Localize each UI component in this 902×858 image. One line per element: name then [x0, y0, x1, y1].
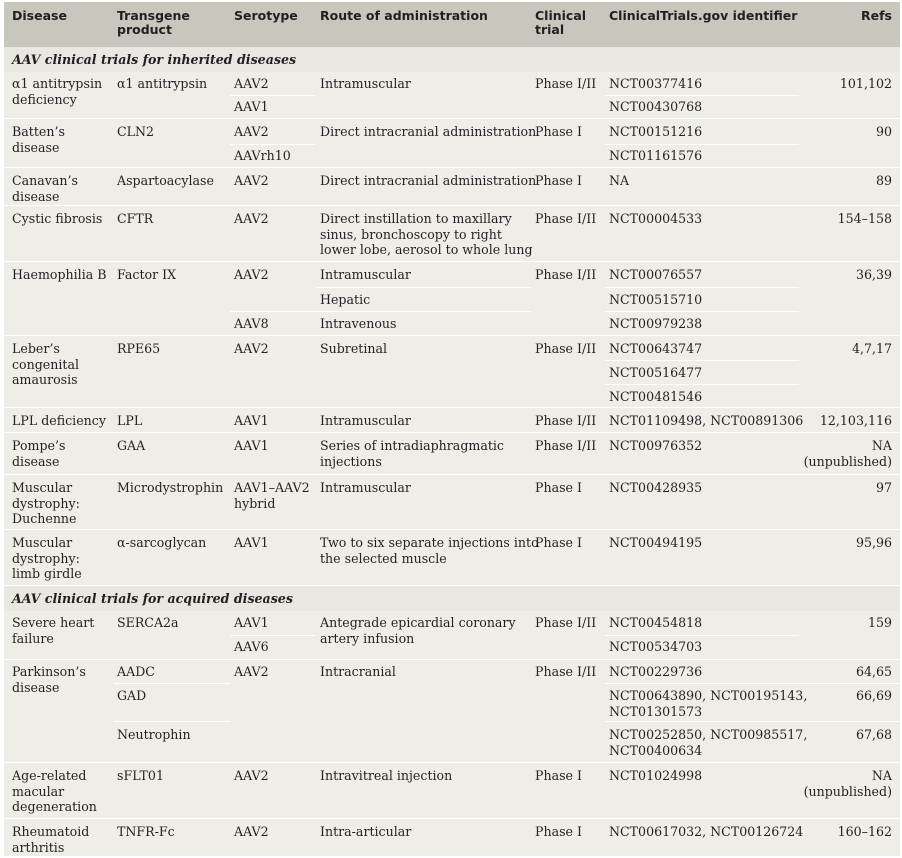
cell-identifier: NCT00377416 — [609, 76, 703, 91]
cell-serotype: AAV2 — [234, 824, 269, 839]
cell-disease: LPL deficiency — [12, 413, 106, 428]
sub-row-divider — [605, 721, 900, 722]
cell-serotype: AAV1 — [234, 615, 269, 630]
cell-trial: Phase I — [535, 173, 582, 188]
sub-row-divider — [605, 311, 799, 312]
section-title-acquired: AAV clinical trials for acquired diseases — [12, 591, 293, 606]
cell-transgene: GAD — [117, 688, 147, 703]
cell-route: Intravitreal injection — [320, 768, 453, 783]
cell-refs: 97 — [875, 480, 892, 495]
cell-refs: 160–162 — [837, 824, 892, 839]
cell-trial: Phase I — [535, 535, 582, 550]
header-identifier: ClinicalTrials.gov identifier — [609, 8, 798, 23]
cell-serotype: AAV1 — [234, 535, 269, 550]
sub-row-divider — [605, 683, 900, 684]
header-transgene: Transgene product — [117, 8, 190, 37]
cell-serotype: AAV2 — [234, 768, 269, 783]
cell-trial: Phase I — [535, 124, 582, 139]
cell-identifier: NCT00004533 — [609, 211, 703, 226]
cell-transgene: CFTR — [117, 211, 154, 226]
cell-identifier: NCT00979238 — [609, 316, 703, 331]
cell-serotype: AAV2 — [234, 341, 269, 356]
sub-row-divider — [230, 144, 315, 145]
cell-route: Intra-articular — [320, 824, 412, 839]
cell-disease: Muscular dystrophy: limb girdle — [12, 535, 82, 581]
cell-disease: Age-related macular degeneration — [12, 768, 97, 814]
header-refs: Refs — [861, 8, 892, 23]
cell-trial: Phase I/II — [535, 341, 597, 356]
cell-trial: Phase I/II — [535, 211, 597, 226]
cell-trial: Phase I — [535, 480, 582, 495]
sub-row-divider — [230, 95, 315, 96]
cell-transgene: α-sarcoglycan — [117, 535, 207, 550]
cell-serotype: AAVrh10 — [234, 148, 291, 163]
cell-route: Direct intracranial administration — [320, 124, 537, 139]
cell-serotype: AAV8 — [234, 316, 269, 331]
cell-trial: Phase I/II — [535, 267, 597, 282]
sub-row-divider — [605, 287, 799, 288]
header-route: Route of administration — [320, 8, 488, 23]
sub-row-divider — [114, 721, 230, 722]
cell-route: Intracranial — [320, 664, 396, 679]
cell-refs: 154–158 — [837, 211, 892, 226]
cell-refs: 95,96 — [855, 535, 892, 550]
cell-route: Intramuscular — [320, 413, 411, 428]
sub-row-divider — [605, 635, 799, 636]
cell-disease: Leber’s congenital amaurosis — [12, 341, 79, 387]
cell-identifier: NCT00229736 — [609, 664, 703, 679]
cell-disease: Rheumatoid arthritis — [12, 824, 90, 855]
cell-transgene: LPL — [117, 413, 143, 428]
section-title-inherited: AAV clinical trials for inherited diseases — [12, 52, 297, 67]
cell-transgene: sFLT01 — [117, 768, 164, 783]
cell-transgene: GAA — [117, 438, 146, 453]
cell-disease: Haemophilia B — [12, 267, 107, 282]
header-disease: Disease — [12, 8, 67, 23]
cell-disease: Severe heart failure — [12, 615, 95, 646]
sub-row-divider — [316, 287, 531, 288]
cell-identifier: NCT00534703 — [609, 639, 703, 654]
cell-trial: Phase I/II — [535, 76, 597, 91]
sub-row-divider — [605, 95, 799, 96]
cell-route: Intramuscular — [320, 267, 411, 282]
cell-refs: 89 — [875, 173, 892, 188]
header-serotype: Serotype — [234, 8, 298, 23]
cell-route: Two to six separate injections into the selected muscle — [320, 535, 539, 566]
cell-identifier: NCT00076557 — [609, 267, 703, 282]
cell-disease: Canavan’s disease — [12, 173, 78, 204]
cell-serotype: AAV6 — [234, 639, 269, 654]
cell-identifier: NCT00454818 — [609, 615, 703, 630]
cell-identifier: NCT00643747 — [609, 341, 703, 356]
cell-refs: 101,102 — [839, 76, 892, 91]
sub-row-divider — [605, 384, 799, 385]
cell-transgene: α1 antitrypsin — [117, 76, 208, 91]
cell-route: Direct instillation to maxillary sinus, bronchoscopy to right lower lobe, aerosol to whole lung — [320, 211, 533, 257]
cell-route: Direct intracranial administration — [320, 173, 537, 188]
cell-identifier: NCT00151216 — [609, 124, 703, 139]
cell-trial: Phase I/II — [535, 438, 597, 453]
cell-identifier: NCT00494195 — [609, 535, 703, 550]
cell-route: Intramuscular — [320, 76, 411, 91]
cell-transgene: Neutrophin — [117, 727, 191, 742]
cell-route: Hepatic — [320, 292, 371, 307]
cell-serotype: AAV2 — [234, 124, 269, 139]
cell-disease: α1 antitrypsin deficiency — [12, 76, 103, 107]
cell-refs: 67,68 — [855, 727, 892, 742]
cell-transgene: TNFR-Fc — [117, 824, 175, 839]
cell-trial: Phase I/II — [535, 615, 597, 630]
cell-transgene: CLN2 — [117, 124, 155, 139]
cell-serotype: AAV2 — [234, 76, 269, 91]
cell-trial: Phase I — [535, 768, 582, 783]
cell-refs: NA (unpublished) — [803, 768, 892, 799]
cell-transgene: Aspartoacylase — [117, 173, 214, 188]
cell-identifier: NCT00515710 — [609, 292, 703, 307]
cell-disease: Parkinson’s disease — [12, 664, 86, 695]
cell-identifier: NCT00428935 — [609, 480, 703, 495]
cell-refs: 12,103,116 — [819, 413, 892, 428]
cell-refs: NA (unpublished) — [803, 438, 892, 469]
cell-refs: 64,65 — [855, 664, 892, 679]
cell-disease: Muscular dystrophy: Duchenne — [12, 480, 80, 526]
cell-serotype: AAV2 — [234, 664, 269, 679]
cell-route: Subretinal — [320, 341, 388, 356]
cell-transgene: AADC — [117, 664, 155, 679]
cell-route: Intravenous — [320, 316, 397, 331]
cell-disease: Batten’s disease — [12, 124, 65, 155]
cell-refs: 159 — [867, 615, 892, 630]
cell-identifier: NCT00617032, NCT00126724 — [609, 824, 804, 839]
sub-row-divider — [230, 635, 315, 636]
cell-refs: 4,7,17 — [851, 341, 892, 356]
cell-identifier: NCT01161576 — [609, 148, 703, 163]
cell-disease: Cystic fibrosis — [12, 211, 103, 226]
cell-serotype: AAV1 — [234, 99, 269, 114]
cell-identifier: NCT01109498, NCT00891306 — [609, 413, 804, 428]
cell-serotype: AAV2 — [234, 211, 269, 226]
cell-trial: Phase I — [535, 824, 582, 839]
cell-transgene: RPE65 — [117, 341, 161, 356]
sub-row-divider — [114, 683, 230, 684]
cell-identifier: NCT00516477 — [609, 365, 703, 380]
cell-transgene: Microdystrophin — [117, 480, 224, 495]
cell-identifier: NCT00430768 — [609, 99, 703, 114]
cell-trial: Phase I/II — [535, 413, 597, 428]
cell-identifier: NA — [609, 173, 630, 188]
cell-serotype: AAV1 — [234, 438, 269, 453]
cell-identifier: NCT00643890, NCT00195143, NCT01301573 — [609, 688, 808, 719]
cell-identifier: NCT00252850, NCT00985517, NCT00400634 — [609, 727, 808, 758]
cell-route: Intramuscular — [320, 480, 411, 495]
cell-refs: 36,39 — [855, 267, 892, 282]
cell-disease: Pompe’s disease — [12, 438, 66, 469]
cell-identifier: NCT00976352 — [609, 438, 703, 453]
sub-row-divider — [230, 311, 531, 312]
cell-identifier: NCT01024998 — [609, 768, 703, 783]
cell-serotype: AAV2 — [234, 173, 269, 188]
cell-refs: 66,69 — [855, 688, 892, 703]
cell-trial: Phase I/II — [535, 664, 597, 679]
cell-transgene: SERCA2a — [117, 615, 179, 630]
cell-serotype: AAV1–AAV2 hybrid — [234, 480, 310, 511]
cell-refs: 90 — [875, 124, 892, 139]
header-trial: Clinical trial — [535, 8, 587, 37]
sub-row-divider — [605, 360, 799, 361]
cell-route: Series of intradiaphragmatic injections — [320, 438, 504, 469]
cell-serotype: AAV1 — [234, 413, 269, 428]
cell-serotype: AAV2 — [234, 267, 269, 282]
gene-therapy-trials-table — [4, 2, 900, 856]
cell-identifier: NCT00481546 — [609, 389, 703, 404]
cell-route: Antegrade epicardial coronary artery infusion — [320, 615, 516, 646]
sub-row-divider — [605, 144, 799, 145]
cell-transgene: Factor IX — [117, 267, 177, 282]
